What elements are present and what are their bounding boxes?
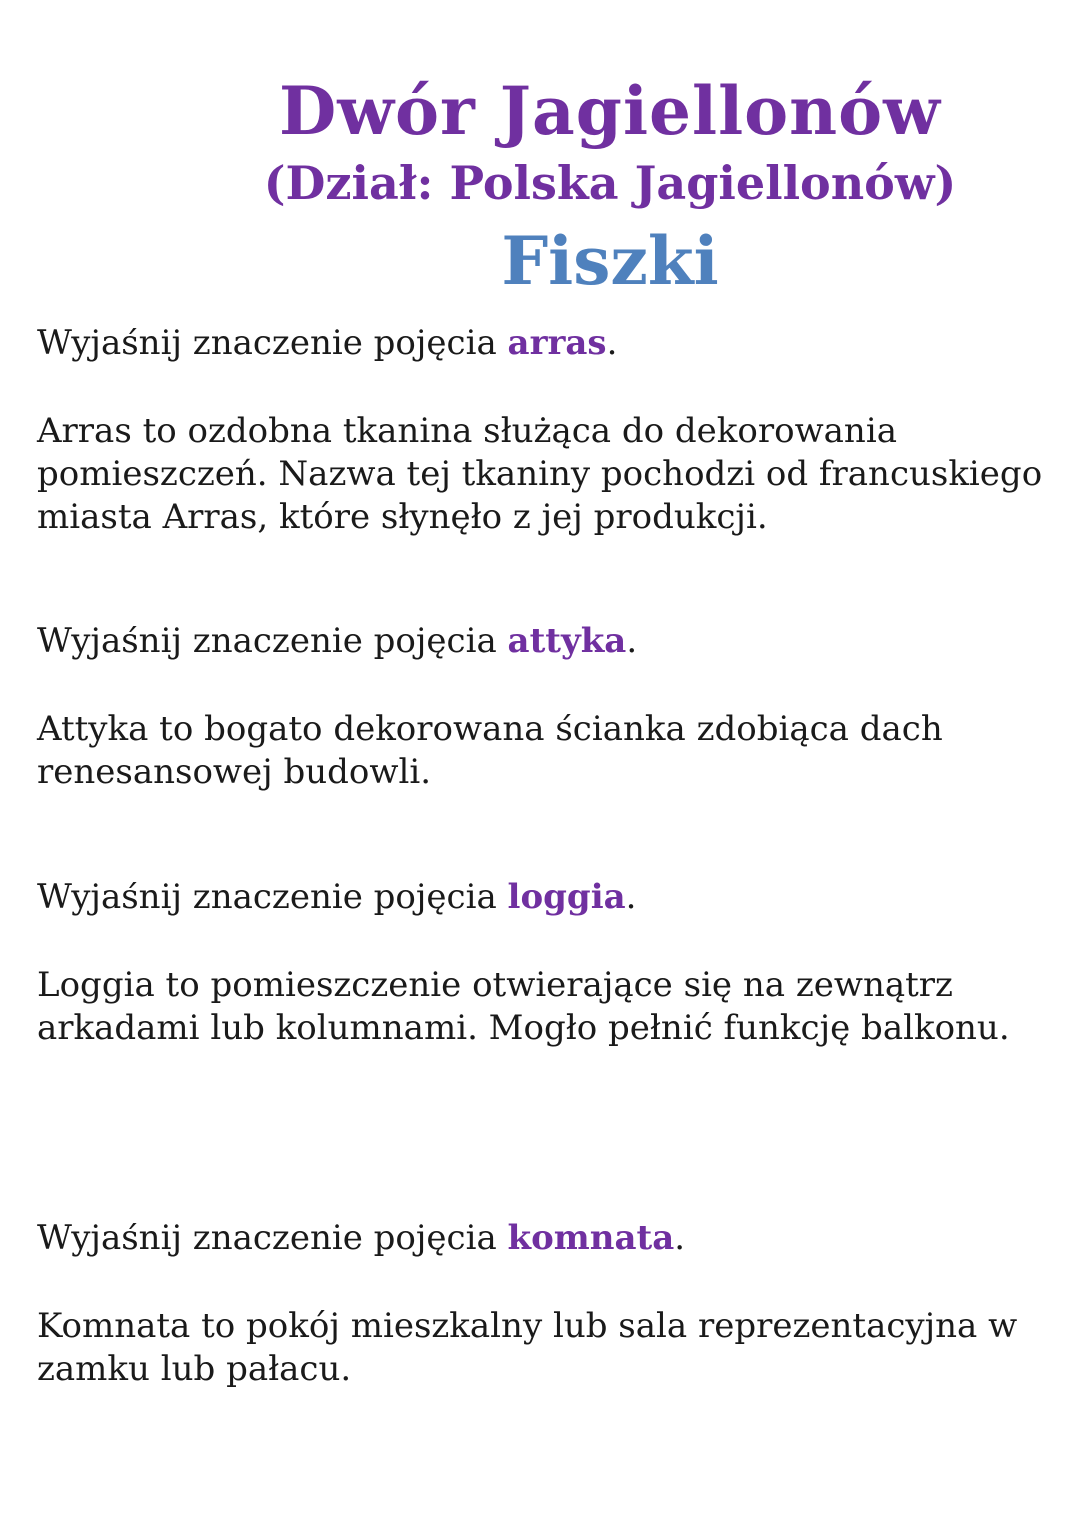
answer: Loggia to pomieszczenie otwierające się na zewnątrz arkadami lub kolumnami. Mogło pełnić funkcję balkonu. bbox=[37, 965, 1010, 1048]
question-prefix: Wyjaśnij znaczenie pojęcia bbox=[37, 1218, 508, 1258]
question-suffix: . bbox=[606, 323, 618, 363]
answer: Komnata to pokój mieszkalny lub sala reprezentacyjna w zamku lub pałacu. bbox=[37, 1306, 1018, 1389]
question bbox=[37, 322, 1047, 364]
answer: Arras to ozdobna tkanina służąca do dekorowania pomieszczeń. Nazwa tej tkaniny pochodzi od francuskiego miasta Arras, które słynęło z jej produkcji. bbox=[37, 411, 1043, 537]
question bbox=[37, 876, 1047, 918]
answer: Attyka to bogato dekorowana ścianka zdobiąca dach renesansowej budowli. bbox=[37, 709, 943, 792]
flashcard-komnata bbox=[37, 1217, 1047, 1389]
question-prefix: Wyjaśnij znaczenie pojęcia bbox=[37, 621, 508, 661]
question-suffix: . bbox=[674, 1218, 686, 1258]
question-suffix: . bbox=[625, 877, 637, 917]
page-subtitle: (Dział: Polska Jagiellonów) bbox=[263, 156, 957, 210]
term: arras bbox=[507, 323, 607, 363]
term: loggia bbox=[507, 877, 626, 917]
term: attyka bbox=[507, 621, 627, 661]
flashcard-attyka bbox=[37, 620, 1047, 792]
question bbox=[37, 620, 1047, 662]
question-prefix: Wyjaśnij znaczenie pojęcia bbox=[37, 877, 508, 917]
flashcard-arras bbox=[37, 322, 1047, 537]
flashcards-label: Fiszki bbox=[501, 222, 719, 300]
page-title: Dwór Jagiellonów bbox=[278, 72, 941, 150]
question-prefix: Wyjaśnij znaczenie pojęcia bbox=[37, 323, 508, 363]
question bbox=[37, 1217, 1047, 1259]
flashcard-loggia bbox=[37, 876, 1047, 1048]
question-suffix: . bbox=[626, 621, 638, 661]
term: komnata bbox=[507, 1218, 675, 1258]
